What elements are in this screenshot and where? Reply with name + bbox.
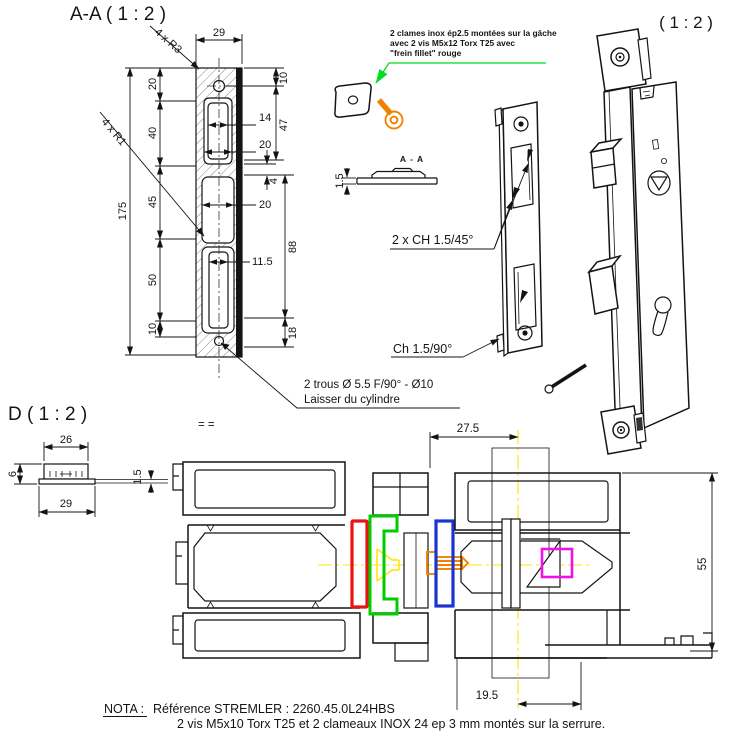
nota-line2: 2 vis M5x10 Torx T25 et 2 clameaux INOX 24 ep 3 mm montés sur la serrure. <box>177 717 606 731</box>
mini-section-tab <box>372 169 425 179</box>
symmetry-marks: = = <box>198 419 215 431</box>
left-dim-chain <box>147 68 160 337</box>
note-clames-line2: avec 2 vis M5x12 Torx T25 avec <box>390 38 516 48</box>
screw-boss-marks <box>207 525 319 608</box>
dim-18: 18 <box>287 326 299 340</box>
d-base-plate <box>39 479 95 484</box>
dim-26: 26 <box>59 434 73 446</box>
torx-screw <box>379 100 403 129</box>
edge-hook-bottom <box>173 616 183 644</box>
left-top-chamber-inner <box>195 470 335 508</box>
center-interlock-bottom <box>373 613 428 643</box>
strike-plate-3d-view <box>390 102 542 357</box>
pin-screw-head <box>545 385 553 393</box>
flange-t-slot <box>665 636 693 645</box>
right-lower-channel <box>455 610 607 658</box>
note-ch90: Ch 1.5/90° <box>393 342 453 356</box>
dim-d-1-5: 1.5 <box>132 469 144 485</box>
strike-plate-flange-bar <box>236 68 242 357</box>
dim-20: 20 <box>147 77 159 91</box>
pin-screw-shaft <box>550 365 586 388</box>
blue-highlight-plate <box>436 521 453 606</box>
lock-top-tab <box>597 29 646 91</box>
note-clames-line1: 2 clames inox ép2.5 montées sur la gâche <box>390 28 557 38</box>
dim-50: 50 <box>147 273 159 287</box>
lock-iso-view <box>545 13 713 454</box>
dim-175: 175 <box>117 201 129 221</box>
cylinder-screw-orange <box>427 552 468 574</box>
note-clames-line3: "frein fillet" rouge <box>390 48 462 58</box>
faceplate-stack-1 <box>502 519 511 608</box>
dim-45: 45 <box>147 195 159 209</box>
dim-55: 55 <box>697 557 709 571</box>
center-interlock-foot <box>395 643 428 661</box>
dim-40: 40 <box>147 126 159 140</box>
clame-plate <box>335 83 371 117</box>
edge-hook-top <box>173 464 183 490</box>
left-chain-ext-lines <box>125 68 196 355</box>
dim-r10: 10 <box>278 71 290 85</box>
mini-section-aa <box>334 154 437 195</box>
profile-cross-section <box>173 423 718 710</box>
middle-opening <box>202 177 234 243</box>
deadbolt-front <box>589 266 618 314</box>
dim-10: 10 <box>147 322 159 336</box>
bottom-clip-shade <box>636 417 643 431</box>
dim-20-mid: 20 <box>259 199 272 211</box>
right-top-chamber-inner <box>468 481 608 522</box>
dim-4xr1: 4 x R1 <box>98 116 129 149</box>
note-holes-1: 2 trous Ø 5.5 F/90° - Ø10 <box>304 379 434 391</box>
strike-screw-top-center <box>518 121 523 126</box>
dim-19-5: 19.5 <box>475 690 499 702</box>
note-ch45: 2 x CH 1.5/45° <box>392 233 474 247</box>
view-d <box>7 404 168 517</box>
dim-20-top: 20 <box>259 139 272 151</box>
dim-29: 29 <box>212 27 226 39</box>
clame-tab-bottom <box>497 334 504 352</box>
dim-4xr3: 4 x R3 <box>152 26 184 57</box>
bottom-tab-screw-dot <box>620 429 622 431</box>
dim-6: 6 <box>7 470 19 478</box>
section-aa-title: A-A ( 1 : 2 ) <box>70 4 167 25</box>
ch90-leader <box>463 339 499 357</box>
left-mid-chamber <box>194 533 336 601</box>
faceplate-stack-2 <box>511 519 520 608</box>
left-profile <box>173 462 428 661</box>
dim-4: 4 <box>268 177 280 185</box>
lower-slot-inner <box>209 252 228 328</box>
dim-88: 88 <box>287 240 299 254</box>
dim-11-5: 11.5 <box>252 256 273 268</box>
edge-hook-mid <box>176 542 188 584</box>
central-hardware <box>352 516 468 614</box>
lock-iso-title: ( 1 : 2 ) <box>659 13 713 32</box>
strike-screw-bottom-center <box>522 330 527 335</box>
clame-tab-top <box>495 108 502 126</box>
dim-r47: 47 <box>278 118 290 132</box>
d-top-part <box>44 464 88 479</box>
dim-mini-1-5: 1.5 <box>334 173 346 189</box>
note-holes-2: Laisser du cylindre <box>304 394 400 406</box>
nota-label: NOTA : <box>104 702 145 716</box>
mini-aa-title: A - A <box>399 154 425 164</box>
view-section-aa <box>70 4 460 431</box>
dim-14: 14 <box>259 112 272 124</box>
dim-27-5: 27.5 <box>456 423 480 435</box>
red-highlight-plate <box>352 521 367 607</box>
top-tab-screw-dot <box>619 56 622 59</box>
nota-reference: Référence STREMLER : 2260.45.0L24HBS <box>153 702 395 716</box>
mini-section-base <box>357 178 437 184</box>
clames-leader-line <box>376 63 546 83</box>
dim-29b: 29 <box>59 498 73 510</box>
view-d-title: D ( 1 : 2 ) <box>8 404 88 425</box>
nota-block <box>103 702 605 731</box>
left-bottom-chamber-inner <box>195 620 345 651</box>
